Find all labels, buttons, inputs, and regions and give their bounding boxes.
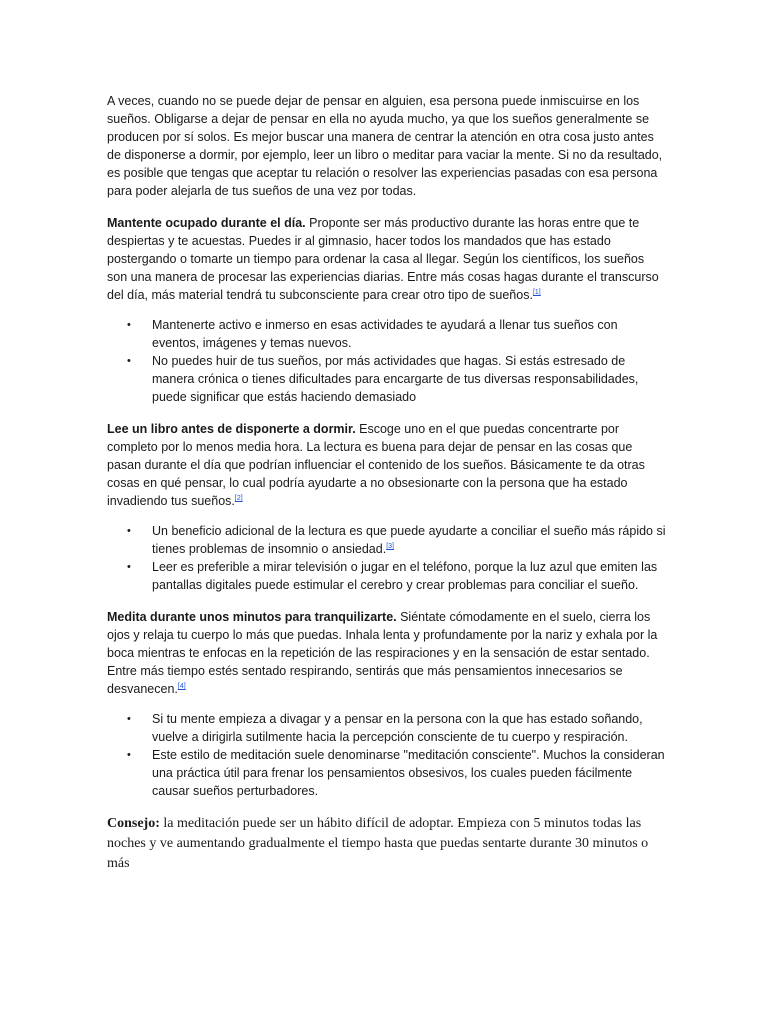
list-item-text: No puedes huir de tus sueños, por más actividades que hagas. Si estás estresado de manera crónica o tienes dificultades para encargarte de tus diversas responsabilidades, puede significar que estás haciendo demasiado — [152, 354, 639, 404]
bullet-icon: • — [127, 525, 131, 537]
reference-link[interactable]: [3] — [386, 542, 394, 550]
list-item — [107, 522, 667, 558]
list-item-text: Este estilo de meditación suele denominarse "meditación consciente". Muchos la consideran una práctica útil para frenar los pensamientos obsesivos, los cuales pueden fácilmente causar sueños perturbadores. — [152, 748, 665, 798]
bullet-icon: • — [127, 355, 131, 367]
article — [107, 92, 667, 874]
reference-link[interactable]: [4] — [177, 682, 186, 690]
section-paragraph — [107, 214, 667, 304]
tip-lead: Consejo: — [107, 816, 160, 831]
list-item-text: Leer es preferible a mirar televisión o jugar en el teléfono, porque la luz azul que emiten las pantallas digitales puede estimular el cerebro y crear problemas para conciliar el sueño. — [152, 560, 658, 592]
bullet-list — [107, 316, 667, 406]
bullet-icon: • — [127, 713, 131, 725]
list-item-text: Un beneficio adicional de la lectura es que puede ayudarte a conciliar el sueño más rápido si tienes problemas de insomnio o ansiedad. — [152, 524, 666, 556]
list-item — [107, 746, 667, 800]
section-lead: Lee un libro antes de disponerte a dormir. — [107, 422, 356, 436]
list-item — [107, 352, 667, 406]
reference-link[interactable]: [2] — [234, 494, 243, 502]
bullet-icon: • — [127, 319, 131, 331]
section-paragraph — [107, 608, 667, 698]
list-item — [107, 558, 667, 594]
list-item — [107, 316, 667, 352]
list-item-text: Si tu mente empieza a divagar y a pensar en la persona con la que has estado soñando, vuelve a dirigirla sutilmente hacia la percepción consciente de tu cuerpo y respiración. — [152, 712, 643, 744]
list-item-text: Mantenerte activo e inmerso en esas actividades te ayudará a llenar tus sueños con eventos, imágenes y temas nuevos. — [152, 318, 618, 350]
tip-body: la meditación puede ser un hábito difícil de adoptar. Empieza con 5 minutos todas las noches y ve aumentando gradualmente el tiempo hasta que puedas sentarte durante 30 minutos o más — [107, 816, 649, 871]
tip-paragraph — [107, 814, 667, 874]
bullet-list — [107, 522, 667, 594]
section-paragraph — [107, 420, 667, 510]
bullet-list — [107, 710, 667, 800]
section-body: Escoge uno en el que puedas concentrarte por completo por lo menos media hora. La lectura es buena para dejar de pensar en las cosas que pasan durante el día que podrían influenciar el contenido de los sueños. Básicamente te da otras cosas en qué pensar, lo cual podría ayudarte a no obsesionarte con la persona que ha estado invadiendo tus sueños. — [107, 422, 645, 508]
bullet-icon: • — [127, 561, 131, 573]
section-body: Proponte ser más productivo durante las horas entre que te despiertas y te acuestas. Puedes ir al gimnasio, hacer todos los mandados que has estado postergando o tomarte un tiempo para ordenar la casa al llegar. Según los científicos, los sueños son una manera de procesar las experiencias diarias. Entre más cosas hagas durante el transcurso del día, más material tendrá tu subconsciente para crear otro tipo de sueños. — [107, 216, 659, 302]
reference-link[interactable]: [1] — [532, 288, 541, 296]
intro-paragraph: A veces, cuando no se puede dejar de pensar en alguien, esa persona puede inmiscuirse en los sueños. Obligarse a dejar de pensar en ella no ayuda mucho, ya que los sueños generalmente se producen por sí solos. Es mejor buscar una manera de centrar la atención en otra cosa justo antes de disponerse a dormir, por ejemplo, leer un libro o meditar para vaciar la mente. Si no da resultado, es posible que tengas que aceptar tu relación o resolver las experiencias pasadas con esa persona para poder alejarla de tus sueños de una vez por todas. — [107, 94, 663, 198]
list-item — [107, 710, 667, 746]
section-body: Siéntate cómodamente en el suelo, cierra los ojos y relaja tu cuerpo lo más que puedas. Inhala lenta y profundamente por la nariz y exhala por la boca mientras te enfocas en la repetición de las respiraciones y en la sensación de estar sentado. Entre más tiempo estés sentado respirando, sentirás que más pensamientos innecesarios se desvanecen. — [107, 610, 658, 696]
section-lead: Medita durante unos minutos para tranquilizarte. — [107, 610, 397, 624]
section-lead: Mantente ocupado durante el día. — [107, 216, 306, 230]
bullet-icon: • — [127, 749, 131, 761]
